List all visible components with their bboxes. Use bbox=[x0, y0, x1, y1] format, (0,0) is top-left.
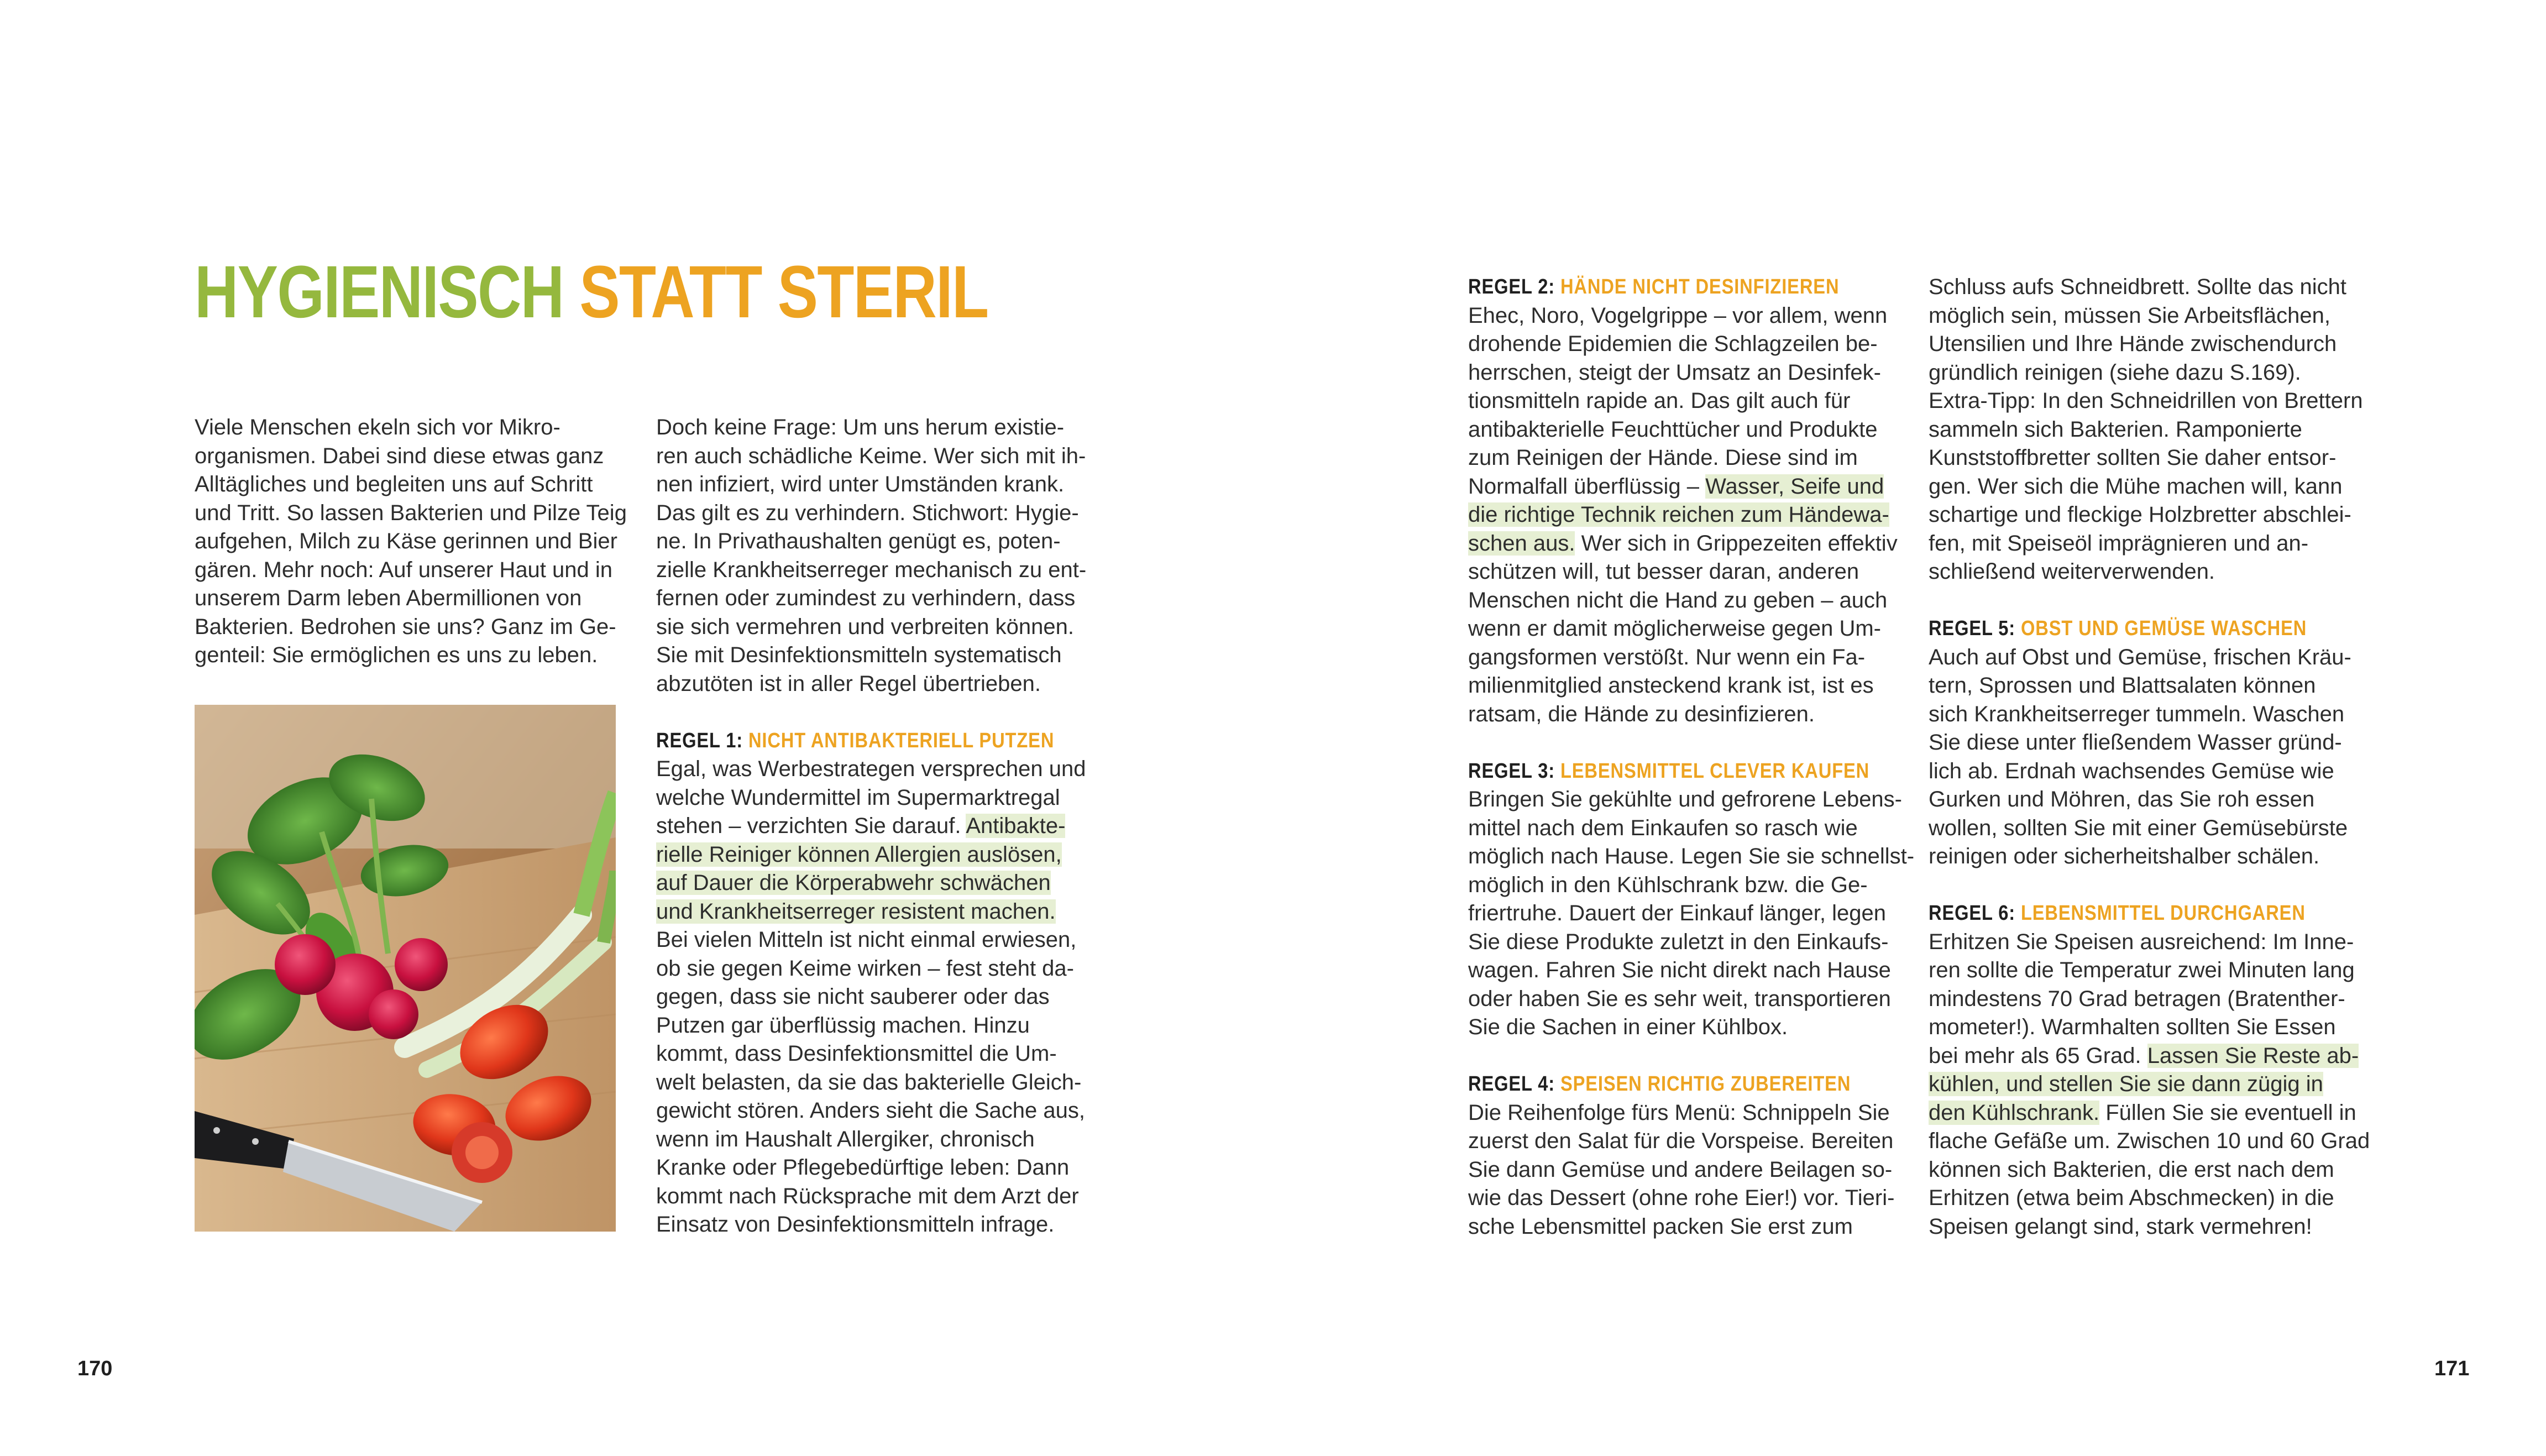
text-line bbox=[656, 841, 1093, 870]
highlighted-text: Lassen Sie Reste ab- bbox=[2147, 1043, 2359, 1068]
text-line: friertruhe. Dauert der Einkauf länger, legen bbox=[1468, 901, 1886, 925]
text-line: schartige und fleckige Holzbretter abschlei- bbox=[1929, 502, 2351, 527]
text-line: Schluss aufs Schneidbrett. Sollte das nicht bbox=[1929, 275, 2346, 299]
text-line: sie sich vermehren und verbreiten können. bbox=[656, 614, 1074, 639]
text-line: unserem Darm leben Abermillionen von bbox=[195, 586, 582, 610]
text-line: und Tritt. So lassen Bakterien und Pilze Teig bbox=[195, 500, 627, 525]
text-line: wenn im Haushalt Allergiker, chronisch bbox=[656, 1127, 1035, 1151]
title-part-green: HYGIENISCH bbox=[195, 251, 564, 333]
text-line: Sie diese unter fließendem Wasser gründ- bbox=[1929, 730, 2342, 755]
text-line: zielle Krankheitserreger mechanisch zu ent- bbox=[656, 557, 1087, 582]
text-line bbox=[1929, 1070, 2365, 1099]
text-line: gegen, dass sie nicht sauberer oder das bbox=[656, 984, 1050, 1009]
highlighted-text: auf Dauer die Körperabwehr schwächen bbox=[656, 871, 1051, 895]
text-line: sche Lebensmittel packen Sie erst zum bbox=[1468, 1214, 1853, 1239]
title-part-orange: STATT STERIL bbox=[579, 251, 988, 333]
text-line: genteil: Sie ermöglichen es uns zu leben. bbox=[195, 643, 598, 667]
highlighted-text: die richtige Technik reichen zum Händewa- bbox=[1468, 502, 1889, 527]
text-line: sich Krankheitserreger tummeln. Waschen bbox=[1929, 701, 2345, 726]
text-line: gären. Mehr noch: Auf unserer Haut und in bbox=[195, 557, 613, 582]
text-line: möglich sein, müssen Sie Arbeitsflächen, bbox=[1929, 303, 2331, 328]
text-line: reinigen oder sicherheitshalber schälen. bbox=[1929, 844, 2320, 868]
text-line: Alltägliches und begleiten uns auf Schritt bbox=[195, 472, 593, 496]
text-line: Bei vielen Mitteln ist nicht einmal erwiesen, bbox=[656, 928, 1077, 952]
regel-5-heading bbox=[1929, 615, 2307, 643]
text-line: Sie diese Produkte zuletzt in den Einkaufs- bbox=[1468, 929, 1889, 954]
regel-label: REGEL 4: bbox=[1468, 1072, 1555, 1096]
text-line: mindestens 70 Grad betragen (Bratenther- bbox=[1929, 986, 2345, 1011]
text-line: Erhitzen (etwa beim Abschmecken) in die bbox=[1929, 1186, 2334, 1210]
regel-title: OBST UND GEMÜSE WASCHEN bbox=[2020, 617, 2307, 640]
text-line: gangsformen verstößt. Nur wenn ein Fa- bbox=[1468, 645, 1866, 669]
text-line: ren auch schädliche Keime. Wer sich mit ih- bbox=[656, 443, 1086, 468]
text-line: Menschen nicht die Hand zu geben – auch bbox=[1468, 588, 1888, 612]
page-title bbox=[195, 251, 988, 333]
text-line: ne. In Privathaushalten genügt es, poten- bbox=[656, 529, 1061, 553]
text-line: nen infiziert, wird unter Umständen krank. bbox=[656, 472, 1065, 496]
text-line: möglich nach Hause. Legen Sie sie schnellst- bbox=[1468, 844, 1915, 868]
highlighted-text: Wasser, Seife und bbox=[1705, 474, 1884, 499]
text-line: herrschen, steigt der Umsatz an Desinfek- bbox=[1468, 360, 1881, 385]
highlighted-text: und Krankheitserreger resistent machen. bbox=[656, 899, 1056, 924]
text-line: ren sollte die Temperatur zwei Minuten lang bbox=[1929, 958, 2355, 982]
text-line: Erhitzen Sie Speisen ausreichend: Im Inne- bbox=[1929, 929, 2354, 954]
text-segment: Normalfall überflüssig – bbox=[1468, 474, 1706, 499]
text-line: Doch keine Frage: Um uns herum existie- bbox=[656, 415, 1065, 439]
text-segment: Füllen Sie sie eventuell in bbox=[2099, 1100, 2356, 1125]
regel-1-heading bbox=[656, 727, 1055, 756]
text-line: Putzen gar überflüssig machen. Hinzu bbox=[656, 1013, 1030, 1038]
text-line: abzutöten ist in aller Regel übertrieben. bbox=[656, 671, 1041, 696]
text-line bbox=[1929, 1099, 2365, 1128]
text-line: können sich Bakterien, die erst nach dem bbox=[1929, 1157, 2334, 1182]
text-line: Sie mit Desinfektionsmitteln systematisch bbox=[656, 643, 1062, 667]
text-line: Egal, was Werbestrategen versprechen und bbox=[656, 757, 1086, 781]
column-3 bbox=[1468, 273, 1915, 1241]
highlighted-text: schen aus. bbox=[1468, 531, 1575, 556]
text-line: organismen. Dabei sind diese etwas ganz bbox=[195, 443, 604, 468]
text-segment: bei mehr als 65 Grad. bbox=[1929, 1043, 2147, 1068]
text-line: kommt nach Rücksprache mit dem Arzt der bbox=[656, 1183, 1079, 1208]
text-line: milienmitglied ansteckend krank ist, ist es bbox=[1468, 673, 1874, 698]
regel-6-heading bbox=[1929, 899, 2304, 928]
text-line: Ehec, Noro, Vogelgrippe – vor allem, wenn bbox=[1468, 303, 1888, 328]
text-line: Utensilien und Ihre Hände zwischendurch bbox=[1929, 332, 2337, 356]
text-line: mometer!). Warmhalten sollten Sie Essen bbox=[1929, 1015, 2336, 1039]
highlighted-text: den Kühlschrank. bbox=[1929, 1100, 2100, 1125]
regel-label: REGEL 5: bbox=[1929, 617, 2016, 640]
text-line: Bakterien. Bedrohen sie uns? Ganz im Ge- bbox=[195, 614, 616, 639]
text-segment: stehen – verzichten Sie darauf. bbox=[656, 814, 966, 838]
regel-2-heading bbox=[1468, 273, 1843, 302]
page-number-right: 171 bbox=[2434, 1357, 2470, 1380]
column-4 bbox=[1929, 273, 2370, 1241]
vegetables-illustration bbox=[195, 705, 616, 1232]
text-line: Speisen gelangt sind, stark vermehren! bbox=[1929, 1214, 2312, 1239]
regel-title: LEBENSMITTEL CLEVER KAUFEN bbox=[1560, 759, 1870, 783]
regel-title: LEBENSMITTEL DURCHGAREN bbox=[2020, 902, 2306, 925]
text-line: oder haben Sie es sehr weit, transportieren bbox=[1468, 986, 1891, 1011]
text-line: fernen oder zumindest zu verhindern, dass bbox=[656, 586, 1076, 610]
text-line: Bringen Sie gekühlte und gefrorene Lebens- bbox=[1468, 787, 1902, 811]
text-line: Einsatz von Desinfektionsmitteln infrage. bbox=[656, 1212, 1055, 1237]
regel-label: REGEL 3: bbox=[1468, 759, 1555, 783]
text-line: aufgehen, Milch zu Käse gerinnen und Bier bbox=[195, 529, 617, 553]
text-line bbox=[1468, 501, 1905, 530]
text-line: antibakterielle Feuchttücher und Produkte bbox=[1468, 417, 1878, 442]
page-number-left: 170 bbox=[77, 1357, 113, 1380]
text-line: wagen. Fahren Sie nicht direkt nach Hause bbox=[1468, 958, 1891, 982]
text-line: sammeln sich Bakterien. Ramponierte bbox=[1929, 417, 2302, 442]
text-line: Sie die Sachen in einer Kühlbox. bbox=[1468, 1015, 1788, 1039]
regel-title: NICHT ANTIBAKTERIELL PUTZEN bbox=[748, 729, 1055, 752]
text-line: lich ab. Erdnah wachsendes Gemüse wie bbox=[1929, 758, 2334, 783]
text-line bbox=[656, 898, 1093, 926]
text-line: drohende Epidemien die Schlagzeilen be- bbox=[1468, 332, 1878, 356]
column-2 bbox=[656, 413, 1093, 1239]
text-line: welt belasten, da sie das bakterielle Gleich- bbox=[656, 1070, 1082, 1094]
text-line: zuerst den Salat für die Vorspeise. Bereiten bbox=[1468, 1129, 1894, 1153]
regel-title: SPEISEN RICHTIG ZUBEREITEN bbox=[1560, 1072, 1851, 1096]
regel-3-heading bbox=[1468, 757, 1870, 786]
text-line: schützen will, tut besser daran, anderen bbox=[1468, 559, 1859, 584]
text-line: Kranke oder Pflegebedürftige leben: Dann bbox=[656, 1155, 1070, 1180]
text-line bbox=[656, 812, 1093, 841]
regel-title: HÄNDE NICHT DESINFIZIEREN bbox=[1560, 275, 1840, 298]
text-line: wenn er damit möglicherweise gegen Um- bbox=[1468, 616, 1881, 641]
text-line: möglich in den Kühlschrank bzw. die Ge- bbox=[1468, 872, 1868, 897]
text-line: wollen, sollten Sie mit einer Gemüsebürste bbox=[1929, 815, 2348, 840]
text-line: welche Wundermittel im Supermarktregal bbox=[656, 785, 1060, 810]
highlighted-text: rielle Reiniger können Allergien auslösen, bbox=[656, 842, 1062, 867]
regel-label: REGEL 6: bbox=[1929, 902, 2016, 925]
text-line: Kunststoffbretter sollten Sie daher entsor- bbox=[1929, 446, 2337, 470]
text-line: flache Gefäße um. Zwischen 10 und 60 Grad bbox=[1929, 1129, 2370, 1153]
text-line: Auch auf Obst und Gemüse, frischen Kräu- bbox=[1929, 645, 2351, 669]
text-line: tern, Sprossen und Blattsalaten können bbox=[1929, 673, 2316, 698]
regel-label: REGEL 1: bbox=[656, 729, 743, 752]
text-line: fen, mit Speiseöl imprägnieren und an- bbox=[1929, 531, 2309, 556]
text-line: Extra-Tipp: In den Schneidrillen von Brettern bbox=[1929, 389, 2363, 413]
vegetables-photo bbox=[195, 705, 616, 1232]
text-line: wie das Dessert (ohne rohe Eier!) vor. Tieri- bbox=[1468, 1186, 1895, 1210]
text-line: gen. Wer sich die Mühe machen will, kann bbox=[1929, 474, 2343, 499]
text-line bbox=[1468, 530, 1905, 558]
text-line: ob sie gegen Keime wirken – fest steht da- bbox=[656, 956, 1074, 981]
text-line: ratsam, die Hände zu desinfizieren. bbox=[1468, 701, 1815, 726]
regel-4-heading bbox=[1468, 1070, 1851, 1099]
text-line: gewicht stören. Anders sieht die Sache aus, bbox=[656, 1098, 1086, 1123]
text-line: Sie dann Gemüse und andere Beilagen so- bbox=[1468, 1157, 1893, 1182]
text-line: schließend weiterverwenden. bbox=[1929, 559, 2215, 584]
text-line: Gurken und Möhren, das Sie roh essen bbox=[1929, 787, 2315, 811]
text-line bbox=[1468, 473, 1905, 501]
text-line: kommt, dass Desinfektionsmittel die Um- bbox=[656, 1041, 1057, 1066]
text-line: Die Reihenfolge fürs Menü: Schnippeln Sie bbox=[1468, 1100, 1890, 1125]
highlighted-text: Antibakte- bbox=[966, 814, 1066, 838]
highlighted-text: kühlen, und stellen Sie sie dann zügig in bbox=[1929, 1072, 2323, 1096]
text-segment: Wer sich in Grippezeiten effektiv bbox=[1575, 531, 1898, 556]
text-line: zum Reinigen der Hände. Diese sind im bbox=[1468, 446, 1858, 470]
text-line: mittel nach dem Einkaufen so rasch wie bbox=[1468, 815, 1858, 840]
text-line: Das gilt es zu verhindern. Stichwort: Hygie- bbox=[656, 500, 1079, 525]
text-line: tionsmitteln rapide an. Das gilt auch für bbox=[1468, 389, 1851, 413]
text-line bbox=[1929, 1042, 2365, 1071]
text-line: gründlich reinigen (siehe dazu S.169). bbox=[1929, 360, 2301, 385]
text-line: Viele Menschen ekeln sich vor Mikro- bbox=[195, 415, 560, 439]
regel-label: REGEL 2: bbox=[1468, 275, 1555, 298]
column-1 bbox=[195, 413, 631, 670]
text-line bbox=[656, 869, 1093, 898]
